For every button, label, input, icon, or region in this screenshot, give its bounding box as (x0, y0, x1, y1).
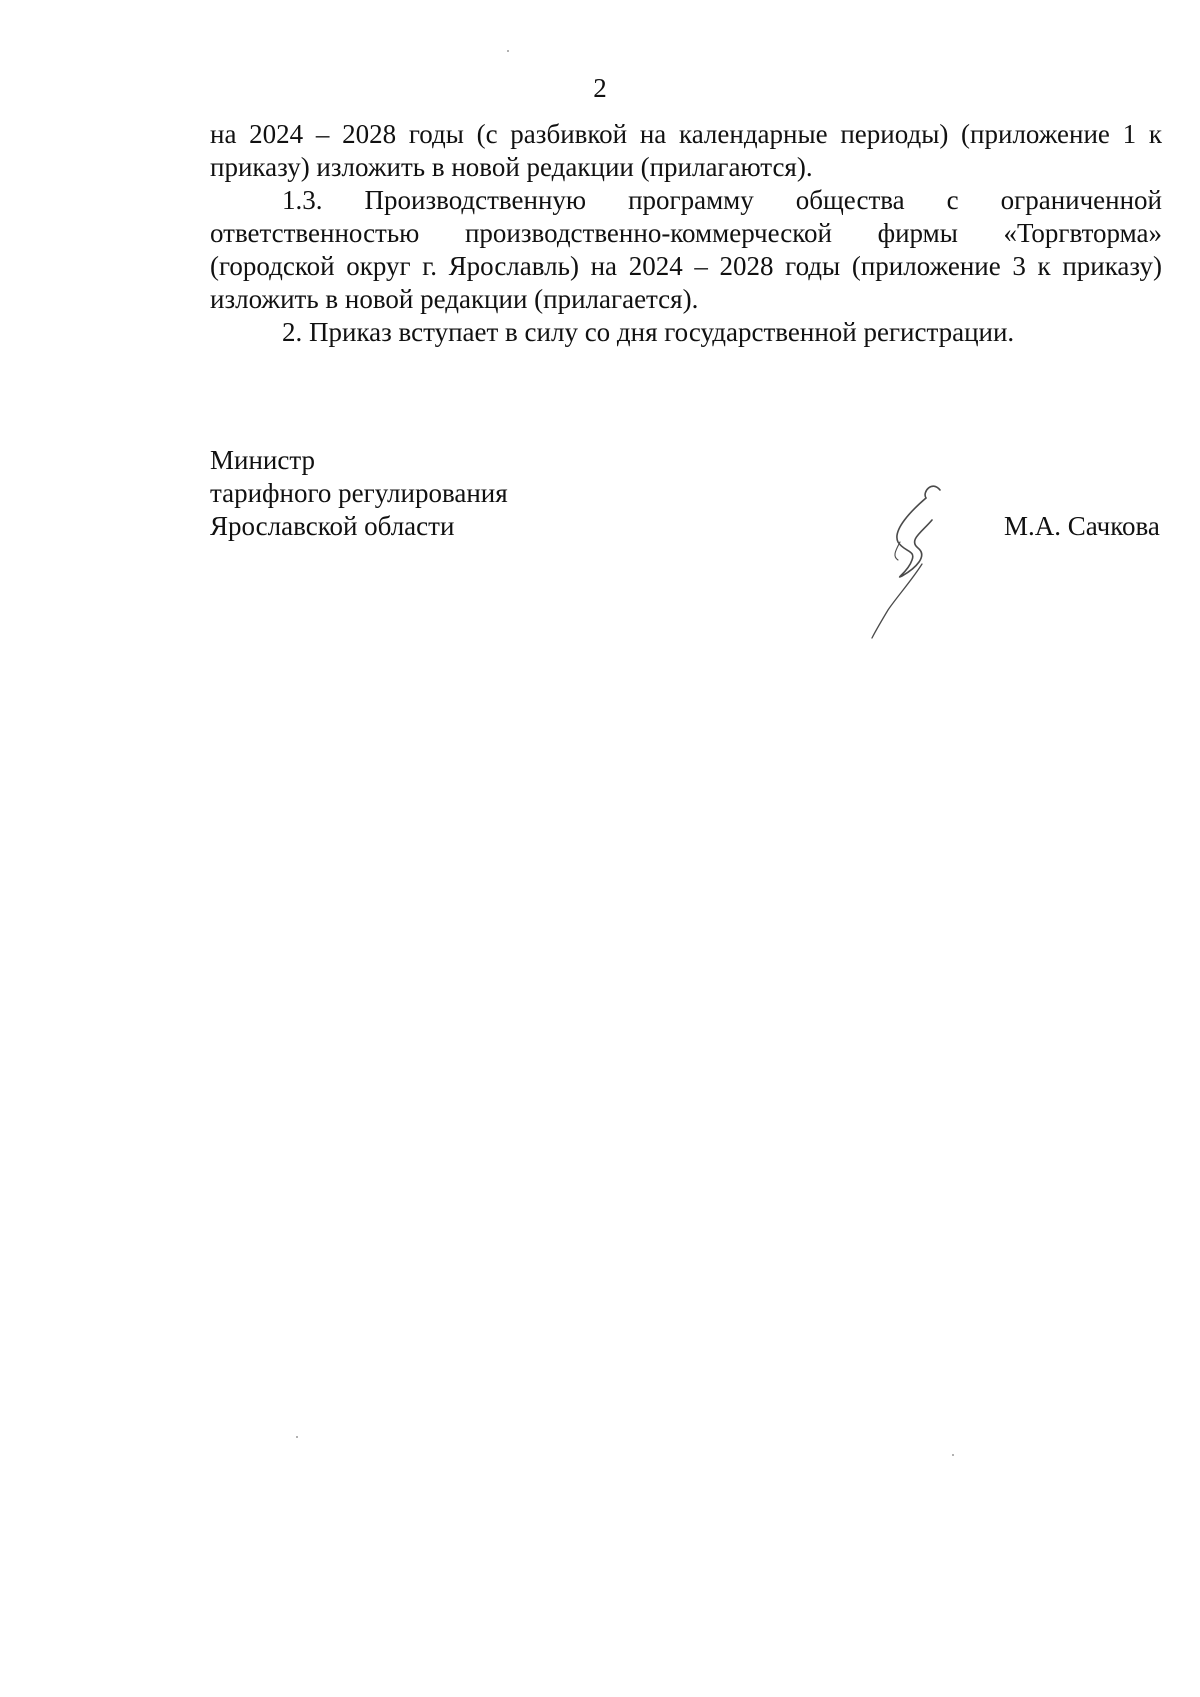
page-number: 2 (593, 73, 607, 103)
paragraph-item-2: 2. Приказ вступает в силу со дня государственной регистрации. (282, 317, 1015, 347)
handwritten-signature (862, 480, 972, 640)
signatory-title-line: тарифного регулирования (210, 478, 508, 508)
signatory-title-line: Министр (210, 445, 315, 475)
signatory-title (210, 444, 508, 543)
paragraph-item-1-3: 1.3. Производственную программу общества с ограниченной ответственностью производственно-коммерческой фирмы «Торгвторма» (городской округ г. Ярославль) на 2024 – 2028 годы (приложение 3 к приказу) изложить в новой редакции (прилагается). (210, 185, 1162, 314)
signatory-title-line: Ярославской области (210, 511, 455, 541)
paragraph-continuation: на 2024 – 2028 годы (с разбивкой на календарные периоды) (приложение 1 к приказу) изложить в новой редакции (прилагаются). (210, 119, 1162, 182)
scan-speck (296, 1436, 298, 1438)
signatory-name: М.А. Сачкова (1004, 511, 1160, 541)
scan-speck (952, 1454, 954, 1456)
scan-speck (507, 50, 509, 52)
document-body (210, 118, 1162, 349)
